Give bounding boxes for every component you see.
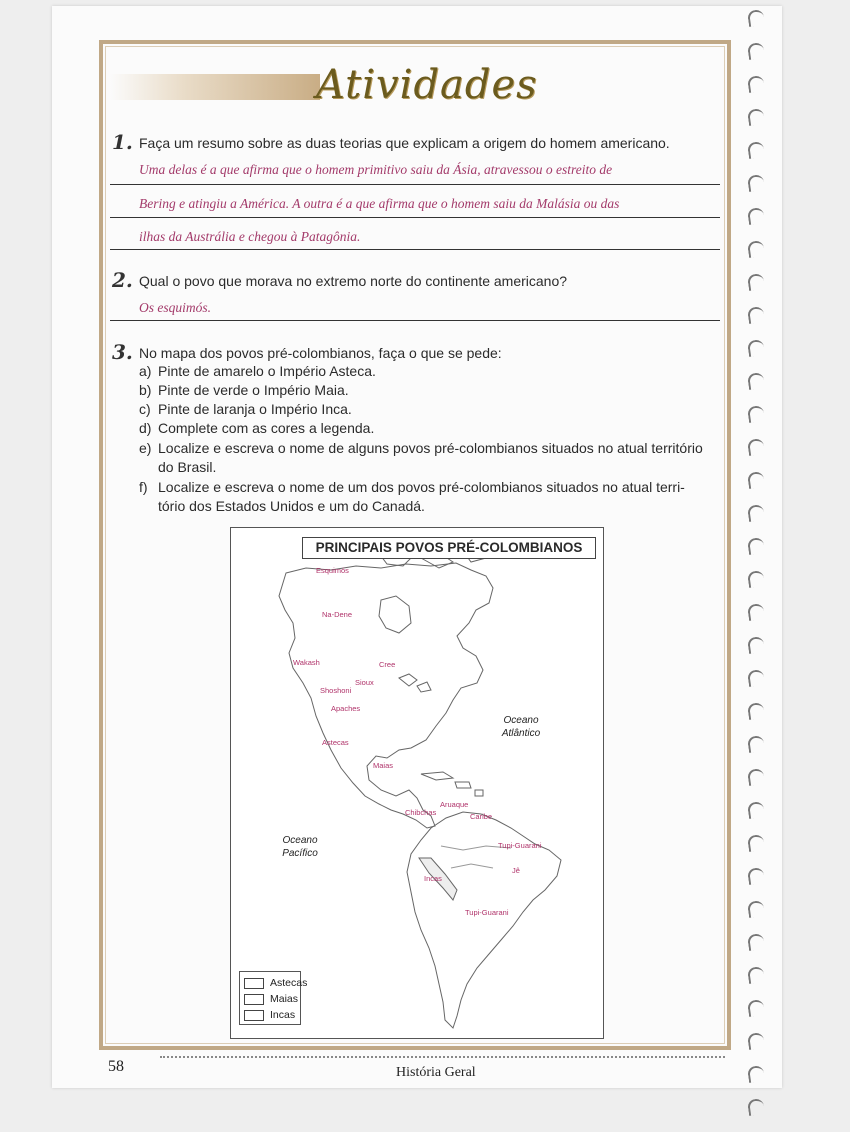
- answer-rule: [110, 320, 720, 321]
- ring-icon: [747, 1098, 765, 1116]
- question-3-item-f: [139, 478, 685, 497]
- people-label-apaches: Apaches: [331, 704, 361, 713]
- ring-icon: [747, 570, 765, 588]
- ring-icon: [747, 372, 765, 390]
- item-letter: d): [139, 420, 152, 436]
- question-3-item-e: [139, 439, 703, 458]
- question-3-text: No mapa dos povos pré-colombianos, faça o que se pede:: [139, 345, 502, 361]
- question-3-item-e-continuation: do Brasil.: [158, 459, 217, 475]
- people-label-astecas: Astecas: [322, 738, 349, 747]
- item-text: Pinte de verde o Império Maia.: [158, 382, 349, 398]
- item-letter: c): [139, 401, 151, 417]
- question-1-answer-line-1: Uma delas é a que afirma que o homem primitivo saiu da Ásia, atravessou o estreito de: [139, 162, 613, 177]
- question-3-item-f-continuation: tório dos Estados Unidos e um do Canadá.: [158, 498, 425, 514]
- ring-icon: [747, 900, 765, 918]
- legend-item-astecas: [244, 977, 307, 989]
- ring-icon: [747, 933, 765, 951]
- answer-rule: [110, 249, 720, 250]
- question-1-text: Faça um resumo sobre as duas teorias que explicam a origem do homem americano.: [139, 135, 670, 151]
- people-label-caribe: Caribe: [470, 812, 493, 821]
- footer-dotted-line: [160, 1056, 725, 1058]
- item-letter: f): [139, 479, 148, 495]
- ocean-line: Pacífico: [282, 848, 318, 859]
- answer-rule: [110, 184, 720, 185]
- legend-color-box[interactable]: [244, 994, 264, 1005]
- ring-icon: [747, 240, 765, 258]
- ring-icon: [747, 42, 765, 60]
- page-number: 58: [108, 1058, 124, 1075]
- ring-icon: [747, 75, 765, 93]
- legend-item-maias: [244, 993, 298, 1005]
- legend-label: Astecas: [270, 977, 308, 989]
- ring-icon: [747, 207, 765, 225]
- legend-item-incas: [244, 1009, 295, 1021]
- legend-color-box[interactable]: [244, 978, 264, 989]
- question-1-answer-line-2: Bering e atingiu a América. A outra é a que afirma que o homem saiu da Malásia ou das: [139, 196, 620, 211]
- ring-icon: [747, 834, 765, 852]
- item-text: Complete com as cores a legenda.: [158, 420, 375, 436]
- item-letter: e): [139, 440, 152, 456]
- people-label-cree: Cree: [379, 660, 396, 669]
- ring-icon: [747, 504, 765, 522]
- ring-icon: [747, 801, 765, 819]
- question-3-item-b: [139, 381, 349, 400]
- ocean-line: Oceano: [282, 835, 318, 846]
- ocean-line: Oceano: [503, 715, 539, 726]
- people-label-je: Jê: [512, 866, 520, 875]
- question-1-number: 1.: [112, 130, 133, 154]
- ocean-label-pacific: [275, 834, 325, 860]
- question-3-item-c: [139, 400, 352, 419]
- question-2-text: Qual o povo que morava no extremo norte do continente americano?: [139, 273, 568, 289]
- ring-icon: [747, 603, 765, 621]
- ring-icon: [747, 9, 765, 27]
- question-2-number: 2.: [112, 268, 133, 292]
- people-label-tupi-guarani-north: Tupi-Guarani: [498, 841, 542, 850]
- map-title: PRINCIPAIS POVOS PRÉ-COLOMBIANOS: [302, 537, 596, 559]
- ring-icon: [747, 999, 765, 1017]
- item-text: Localize e escreva o nome de alguns povos pré-colombianos situados no atual território: [158, 440, 703, 456]
- people-label-incas: Incas: [424, 874, 442, 883]
- americas-map: [231, 528, 602, 1037]
- ring-icon: [747, 339, 765, 357]
- ring-icon: [747, 405, 765, 423]
- people-label-tupi-guarani-south: Tupi-Guarani: [465, 908, 509, 917]
- ring-icon: [747, 1032, 765, 1050]
- ring-icon: [747, 141, 765, 159]
- ring-icon: [747, 702, 765, 720]
- ring-icon: [747, 669, 765, 687]
- people-label-shoshoni: Shoshoni: [320, 686, 352, 695]
- question-1-answer-line-3: ilhas da Austrália e chegou à Patagônia.: [139, 229, 361, 244]
- ring-icon: [747, 174, 765, 192]
- people-label-chibchas: Chibchas: [405, 808, 437, 817]
- ring-icon: [747, 966, 765, 984]
- ring-icon: [747, 867, 765, 885]
- legend-label: Maias: [270, 993, 299, 1005]
- footer-book-title: História Geral: [396, 1065, 476, 1080]
- title-band: [110, 74, 320, 100]
- ocean-label-atlantic: [496, 714, 546, 740]
- people-label-esquimos: Esquimós: [316, 566, 349, 575]
- item-text: Pinte de laranja o Império Inca.: [158, 401, 352, 417]
- people-label-aruaque: Aruaque: [440, 800, 469, 809]
- ring-icon: [747, 636, 765, 654]
- item-letter: b): [139, 382, 152, 398]
- question-3-number: 3.: [112, 340, 133, 364]
- people-label-maias: Maias: [373, 761, 394, 770]
- ring-icon: [747, 735, 765, 753]
- legend-color-box[interactable]: [244, 1010, 264, 1021]
- ring-icon: [747, 108, 765, 126]
- question-3-item-d: [139, 419, 374, 438]
- people-label-sioux: Sioux: [355, 678, 374, 687]
- item-text: Pinte de amarelo o Império Asteca.: [158, 363, 376, 379]
- ocean-line: Atlântico: [501, 728, 541, 739]
- answer-rule: [110, 217, 720, 218]
- people-label-na-dene: Na-Dene: [322, 610, 353, 619]
- item-letter: a): [139, 363, 152, 379]
- map-frame: [230, 527, 604, 1039]
- question-2-answer: Os esquimós.: [139, 300, 212, 315]
- question-3-item-a: [139, 362, 376, 381]
- ring-icon: [747, 438, 765, 456]
- ring-icon: [747, 471, 765, 489]
- ring-icon: [747, 537, 765, 555]
- people-label-wakash: Wakash: [293, 658, 320, 667]
- page-title: Atividades: [316, 62, 538, 108]
- item-text: Localize e escreva o nome de um dos povos pré-colombianos situados no atual terri-: [158, 479, 685, 495]
- legend-label: Incas: [270, 1009, 296, 1021]
- ring-icon: [747, 768, 765, 786]
- ring-icon: [747, 306, 765, 324]
- ring-icon: [747, 273, 765, 291]
- ring-icon: [747, 1065, 765, 1083]
- spiral-binding: [744, 10, 770, 1132]
